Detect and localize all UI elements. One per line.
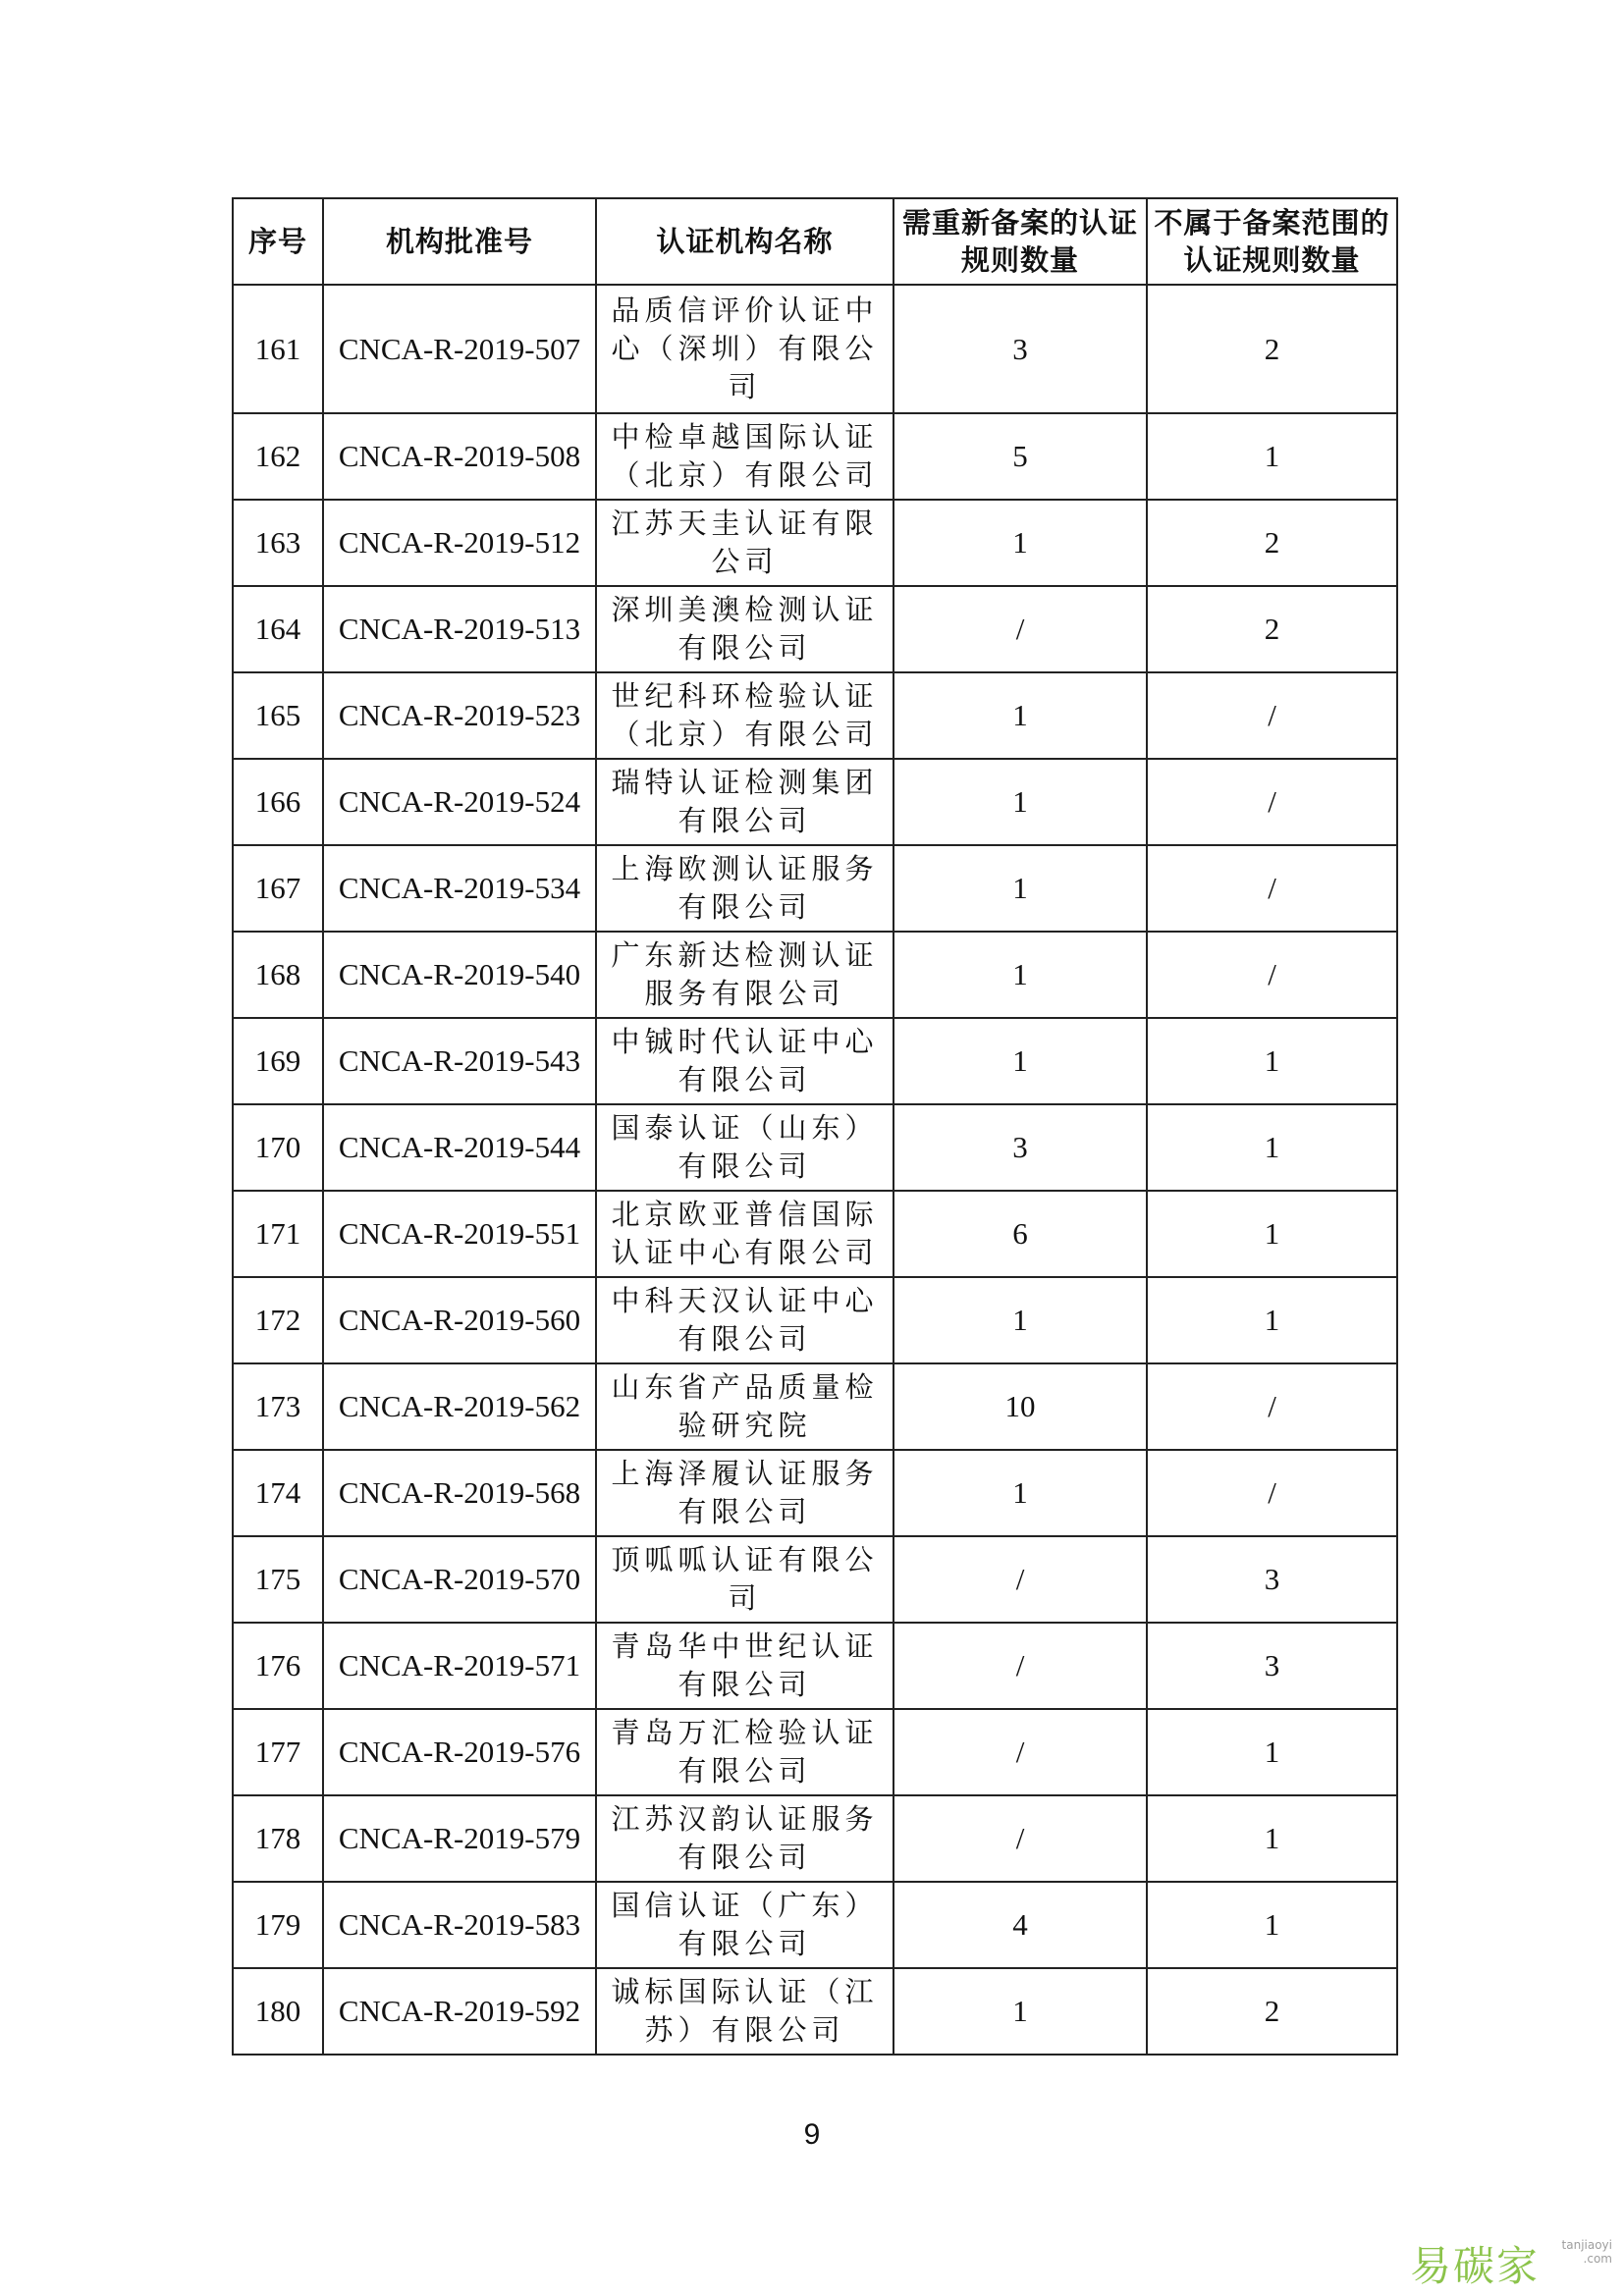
cell-outside-scope-count: 1 — [1147, 1795, 1397, 1882]
table-row — [233, 1450, 1397, 1536]
table-row — [233, 1536, 1397, 1623]
header-org-name: 认证机构名称 — [596, 198, 893, 285]
header-refile-count: 需重新备案的认证规则数量 — [893, 198, 1147, 285]
cell-approval-number: CNCA-R-2019-571 — [323, 1623, 596, 1709]
cell-approval-number: CNCA-R-2019-570 — [323, 1536, 596, 1623]
table-header — [233, 198, 1397, 285]
table-row — [233, 500, 1397, 586]
table-row — [233, 1623, 1397, 1709]
table-row — [233, 1968, 1397, 2055]
cell-refile-count: 1 — [893, 759, 1147, 845]
cell-org-name: 品质信评价认证中心（深圳）有限公司 — [596, 285, 893, 413]
cell-refile-count: 1 — [893, 1018, 1147, 1104]
cell-outside-scope-count: 1 — [1147, 413, 1397, 500]
cell-seq: 163 — [233, 500, 323, 586]
cell-org-name: 江苏汉韵认证服务有限公司 — [596, 1795, 893, 1882]
cell-seq: 171 — [233, 1191, 323, 1277]
cell-refile-count: 5 — [893, 413, 1147, 500]
cell-approval-number: CNCA-R-2019-540 — [323, 932, 596, 1018]
cell-refile-count: 3 — [893, 1104, 1147, 1191]
cell-refile-count: 1 — [893, 500, 1147, 586]
cell-refile-count: 1 — [893, 1450, 1147, 1536]
cell-approval-number: CNCA-R-2019-543 — [323, 1018, 596, 1104]
cell-org-name: 中科天汉认证中心有限公司 — [596, 1277, 893, 1363]
cell-refile-count: 3 — [893, 285, 1147, 413]
cell-org-name: 江苏天圭认证有限公司 — [596, 500, 893, 586]
cell-approval-number: CNCA-R-2019-592 — [323, 1968, 596, 2055]
header-outside-scope-count: 不属于备案范围的认证规则数量 — [1147, 198, 1397, 285]
cell-outside-scope-count: 1 — [1147, 1018, 1397, 1104]
cell-refile-count: 1 — [893, 1277, 1147, 1363]
table-row — [233, 672, 1397, 759]
cell-org-name: 世纪科环检验认证（北京）有限公司 — [596, 672, 893, 759]
table-body — [233, 285, 1397, 2055]
cell-seq: 168 — [233, 932, 323, 1018]
cell-org-name: 山东省产品质量检验研究院 — [596, 1363, 893, 1450]
cell-seq: 177 — [233, 1709, 323, 1795]
cell-refile-count: 1 — [893, 1968, 1147, 2055]
header-seq: 序号 — [233, 198, 323, 285]
cell-refile-count: 4 — [893, 1882, 1147, 1968]
cell-approval-number: CNCA-R-2019-579 — [323, 1795, 596, 1882]
cell-seq: 172 — [233, 1277, 323, 1363]
cell-approval-number: CNCA-R-2019-560 — [323, 1277, 596, 1363]
watermark-text: 易碳家 — [1410, 2242, 1541, 2290]
cell-seq: 173 — [233, 1363, 323, 1450]
rules-table — [232, 197, 1398, 2056]
cell-org-name: 青岛万汇检验认证有限公司 — [596, 1709, 893, 1795]
cell-seq: 180 — [233, 1968, 323, 2055]
table-row — [233, 1795, 1397, 1882]
cell-outside-scope-count: 2 — [1147, 285, 1397, 413]
cell-approval-number: CNCA-R-2019-544 — [323, 1104, 596, 1191]
header-row — [233, 198, 1397, 285]
cell-seq: 179 — [233, 1882, 323, 1968]
cell-approval-number: CNCA-R-2019-534 — [323, 845, 596, 932]
cell-approval-number: CNCA-R-2019-513 — [323, 586, 596, 672]
cell-outside-scope-count: 1 — [1147, 1277, 1397, 1363]
cell-org-name: 中检卓越国际认证（北京）有限公司 — [596, 413, 893, 500]
cell-seq: 175 — [233, 1536, 323, 1623]
cell-outside-scope-count: 1 — [1147, 1104, 1397, 1191]
table-row — [233, 1191, 1397, 1277]
cell-approval-number: CNCA-R-2019-568 — [323, 1450, 596, 1536]
watermark-subtext: tanjiaoyi .com — [1561, 2238, 1612, 2266]
cell-seq: 167 — [233, 845, 323, 932]
cell-refile-count: 6 — [893, 1191, 1147, 1277]
cell-refile-count: / — [893, 1795, 1147, 1882]
cell-approval-number: CNCA-R-2019-512 — [323, 500, 596, 586]
cell-outside-scope-count: 2 — [1147, 500, 1397, 586]
cell-seq: 166 — [233, 759, 323, 845]
cell-outside-scope-count: 3 — [1147, 1623, 1397, 1709]
cell-approval-number: CNCA-R-2019-562 — [323, 1363, 596, 1450]
table-row — [233, 1709, 1397, 1795]
table-row — [233, 1277, 1397, 1363]
cell-seq: 164 — [233, 586, 323, 672]
cell-outside-scope-count: 1 — [1147, 1709, 1397, 1795]
table-row — [233, 1104, 1397, 1191]
cell-outside-scope-count: / — [1147, 845, 1397, 932]
cell-org-name: 北京欧亚普信国际认证中心有限公司 — [596, 1191, 893, 1277]
cell-approval-number: CNCA-R-2019-583 — [323, 1882, 596, 1968]
cell-org-name: 中铖时代认证中心有限公司 — [596, 1018, 893, 1104]
table-row — [233, 1363, 1397, 1450]
cell-refile-count: 1 — [893, 932, 1147, 1018]
cell-outside-scope-count: / — [1147, 1450, 1397, 1536]
cell-approval-number: CNCA-R-2019-523 — [323, 672, 596, 759]
table-row — [233, 1882, 1397, 1968]
cell-outside-scope-count: 3 — [1147, 1536, 1397, 1623]
cell-outside-scope-count: 1 — [1147, 1882, 1397, 1968]
cell-approval-number: CNCA-R-2019-507 — [323, 285, 596, 413]
table-row — [233, 285, 1397, 413]
cell-seq: 170 — [233, 1104, 323, 1191]
cell-outside-scope-count: / — [1147, 1363, 1397, 1450]
cell-outside-scope-count: / — [1147, 932, 1397, 1018]
cell-seq: 165 — [233, 672, 323, 759]
cell-refile-count: 1 — [893, 845, 1147, 932]
table-row — [233, 586, 1397, 672]
watermark-logo — [1406, 2230, 1612, 2289]
table-row — [233, 845, 1397, 932]
cell-seq: 174 — [233, 1450, 323, 1536]
cell-seq: 169 — [233, 1018, 323, 1104]
cell-outside-scope-count: 1 — [1147, 1191, 1397, 1277]
table-row — [233, 759, 1397, 845]
cell-outside-scope-count: 2 — [1147, 1968, 1397, 2055]
cell-org-name: 国泰认证（山东）有限公司 — [596, 1104, 893, 1191]
cell-refile-count: 1 — [893, 672, 1147, 759]
cell-refile-count: / — [893, 1623, 1147, 1709]
cell-org-name: 诚标国际认证（江苏）有限公司 — [596, 1968, 893, 2055]
cell-seq: 178 — [233, 1795, 323, 1882]
cell-approval-number: CNCA-R-2019-508 — [323, 413, 596, 500]
cell-approval-number: CNCA-R-2019-524 — [323, 759, 596, 845]
cell-seq: 176 — [233, 1623, 323, 1709]
cell-org-name: 广东新达检测认证服务有限公司 — [596, 932, 893, 1018]
cell-org-name: 瑞特认证检测集团有限公司 — [596, 759, 893, 845]
cell-outside-scope-count: / — [1147, 759, 1397, 845]
cell-seq: 162 — [233, 413, 323, 500]
cell-approval-number: CNCA-R-2019-551 — [323, 1191, 596, 1277]
cell-refile-count: / — [893, 1709, 1147, 1795]
cell-refile-count: / — [893, 1536, 1147, 1623]
cell-refile-count: 10 — [893, 1363, 1147, 1450]
cell-org-name: 顶呱呱认证有限公司 — [596, 1536, 893, 1623]
cell-approval-number: CNCA-R-2019-576 — [323, 1709, 596, 1795]
cell-seq: 161 — [233, 285, 323, 413]
cell-org-name: 上海泽履认证服务有限公司 — [596, 1450, 893, 1536]
header-approval-number: 机构批准号 — [323, 198, 596, 285]
page-number: 9 — [803, 2118, 821, 2151]
cell-refile-count: / — [893, 586, 1147, 672]
table-row — [233, 1018, 1397, 1104]
cell-outside-scope-count: 2 — [1147, 586, 1397, 672]
cell-org-name: 国信认证（广东）有限公司 — [596, 1882, 893, 1968]
cell-outside-scope-count: / — [1147, 672, 1397, 759]
table-row — [233, 413, 1397, 500]
cell-org-name: 上海欧测认证服务有限公司 — [596, 845, 893, 932]
cell-org-name: 青岛华中世纪认证有限公司 — [596, 1623, 893, 1709]
cell-org-name: 深圳美澳检测认证有限公司 — [596, 586, 893, 672]
table-row — [233, 932, 1397, 1018]
